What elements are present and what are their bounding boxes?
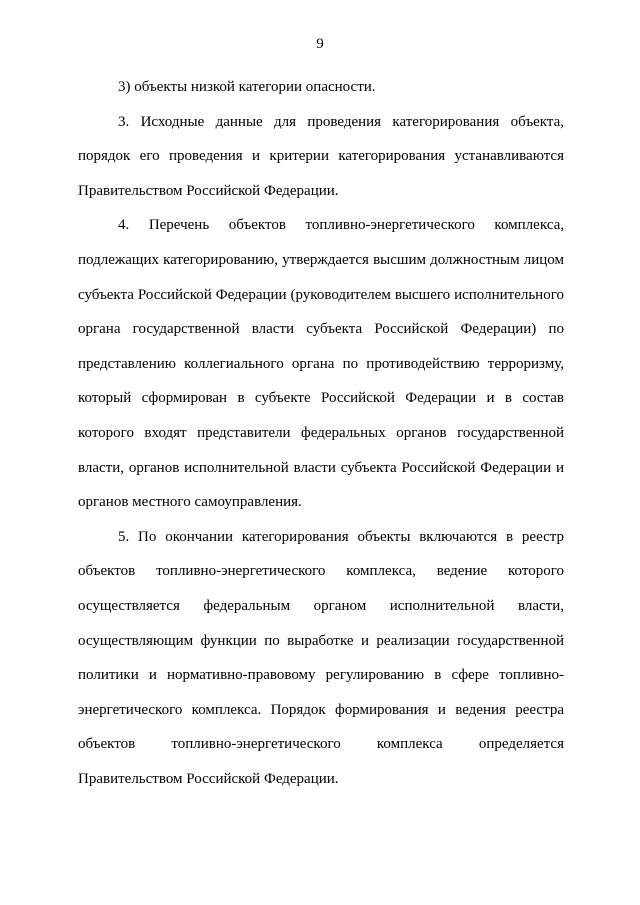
page-number: 9 [316,36,324,52]
paragraph-3-initial-data: 3. Исходные данные для проведения категорирования объекта, порядок его проведения и критерии категорирования устанавливаются Правительством Российской Федерации. [78,113,564,199]
paragraph-item-3-low-category: 3) объекты низкой категории опасности. [118,79,376,95]
paragraph-5-registry: 5. По окончании категорирования объекты включаются в реестр объектов топливно-энергетического комплекса, ведение которого осуществляется федеральным органом исполнительной власти, осуществляющим функции по выработке и реализации государственной политики и нормативно-правовому регулированию в сфере топливно-энергетического комплекса. Порядок формирования и ведения реестра объектов топливно-энергетического комплекса определяется Правительством Российской Федерации. [78,528,564,787]
paragraph-4-objects-list: 4. Перечень объектов топливно-энергетического комплекса, подлежащих категорированию, утверждается высшим должностным лицом субъекта Российской Федерации (руководителем высшего исполнительного органа государственной власти субъекта Российской Федерации) по представлению коллегиального органа по противодействию терроризму, который сформирован в субъекте Российской Федерации и в состав которого входят представители федеральных органов государственной власти, органов исполнительной власти субъекта Российской Федерации и органов местного самоуправления. [78,217,564,511]
document-body [78,70,564,796]
